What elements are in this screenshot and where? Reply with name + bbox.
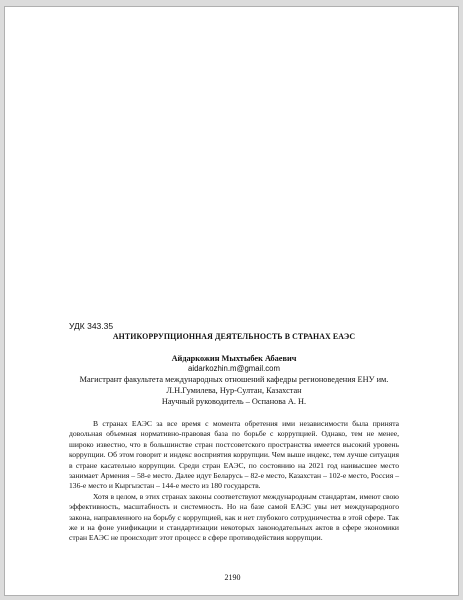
supervisor: Научный руководитель – Оспанова А. Н. xyxy=(161,397,307,406)
paragraph: Хотя в целом, в этих странах законы соответствуют международным стандартам, имеют свою эффективность, масштабность и системность. Но на базе самой ЕАЭС увы нет международного закона, направленного на борьбу с коррупцией, как и нет глубокого сотрудничества в этой сфере. Так же и на фоне унификации и стандартизации некоторых законодательных актов в сфере экономики стран ЕАЭС не происходит этот процесс в сфере противодействия коррупции. xyxy=(69,491,399,543)
author-email: aidarkozhin.m@gmail.com xyxy=(188,364,280,373)
article-content xyxy=(69,321,399,544)
udk-code: УДК 343.35 xyxy=(69,321,114,331)
author-affiliation-line1: Магистрант факультета международных отношений кафедры регионоведения ЕНУ им. xyxy=(79,375,389,384)
author-name: Айдаркожин Мыхтыбек Абаевич xyxy=(171,354,297,363)
document-page xyxy=(4,6,459,596)
page-number: 2190 xyxy=(224,573,241,582)
paragraph: В странах ЕАЭС за все время с момента обретения ими независимости была принята довольная объемная нормативно-правовая база по борьбе с коррупцией. Однако, тем не менее, широко известно, что в большинстве стран постсоветского пространства имеется высокий уровень коррупции. Об этом говорит и индекс восприятия коррупции. Чем выше индекс, тем лучше ситуация в стране касательно коррупции. Среди стран ЕАЭС, по состоянию на 2021 год наивысшее место занимает Армения – 58-е место. Далее идут Беларусь – 82-е место, Казахстан – 102-е место, Россия – 136-е место и Кыргызстан – 144-е место из 180 государств. xyxy=(69,419,399,491)
article-title: АНТИКОРРУПЦИОННАЯ ДЕЯТЕЛЬНОСТЬ В СТРАНАХ ЕАЭС xyxy=(112,332,356,341)
article-body xyxy=(69,419,399,544)
author-affiliation-line2: Л.Н.Гумилева, Нур-Султан, Казахстан xyxy=(166,386,302,395)
